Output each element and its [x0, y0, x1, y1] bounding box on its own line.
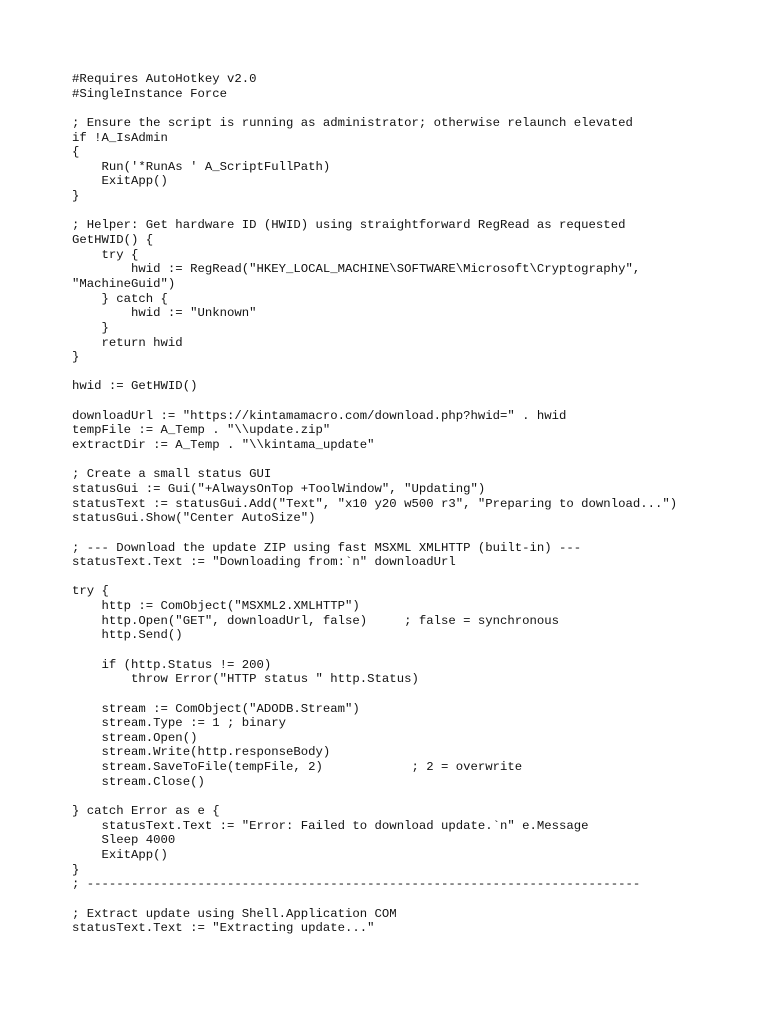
code-line: throw Error("HTTP status " http.Status): [72, 672, 419, 687]
code-line: statusText := statusGui.Add("Text", "x10 y20 w500 r3", "Preparing to download..."): [72, 496, 678, 511]
code-line: http.Open("GET", downloadUrl, false) ; false = synchronous: [72, 613, 560, 628]
code-line: }: [72, 320, 109, 335]
code-line: [72, 570, 752, 585]
code-line: ; Create a small status GUI: [72, 467, 272, 482]
code-line: ExitApp(): [72, 847, 168, 862]
code-line: extractDir := A_Temp . "\\kintama_update": [72, 438, 375, 453]
code-line: [72, 643, 752, 658]
code-line: http := ComObject("MSXML2.XMLHTTP"): [72, 599, 360, 614]
code-line: downloadUrl := "https://kintamamacro.com/download.php?hwid=" . hwid: [72, 408, 567, 423]
code-line: hwid := "Unknown": [72, 306, 257, 321]
code-line: }: [72, 350, 80, 365]
code-line: if !A_IsAdmin: [72, 130, 168, 145]
code-line: stream.SaveToFile(tempFile, 2) ; 2 = overwrite: [72, 760, 523, 775]
code-line: } catch Error as e {: [72, 804, 220, 819]
code-line: ; Helper: Get hardware ID (HWID) using straightforward RegRead as requested: [72, 218, 626, 233]
code-line: statusGui.Show("Center AutoSize"): [72, 511, 316, 526]
code-line: }: [72, 862, 80, 877]
code-line: http.Send(): [72, 628, 183, 643]
code-line: [72, 453, 752, 468]
code-line: stream.Open(): [72, 730, 198, 745]
code-line: [72, 687, 752, 702]
code-line: #Requires AutoHotkey v2.0: [72, 72, 257, 86]
code-line: stream.Write(http.responseBody): [72, 745, 331, 760]
code-line: [72, 204, 752, 219]
code-line: ; --- Download the update ZIP using fast MSXML XMLHTTP (built-in) ---: [72, 540, 582, 555]
code-line: statusText.Text := "Downloading from:`n" downloadUrl: [72, 555, 456, 570]
code-line: ; ---------------------------------------------------------------------------: [72, 877, 641, 892]
code-line: if (http.Status != 200): [72, 657, 272, 672]
code-listing: [72, 72, 752, 936]
code-line: #SingleInstance Force: [72, 86, 227, 101]
code-line: statusText.Text := "Error: Failed to download update.`n" e.Message: [72, 818, 589, 833]
code-line: [72, 101, 752, 116]
code-line: [72, 892, 752, 907]
code-line: Run('*RunAs ' A_ScriptFullPath): [72, 159, 331, 174]
code-line: stream := ComObject("ADODB.Stream"): [72, 701, 360, 716]
code-line: [72, 365, 752, 380]
code-line: Sleep 4000: [72, 833, 176, 848]
code-line: statusGui := Gui("+AlwaysOnTop +ToolWindow", "Updating"): [72, 481, 486, 496]
code-line: tempFile := A_Temp . "\\update.zip": [72, 423, 331, 438]
code-line: hwid := RegRead("HKEY_LOCAL_MACHINE\SOFTWARE\Microsoft\Cryptography",: [72, 262, 641, 277]
code-line: [72, 394, 752, 409]
code-line: statusText.Text := "Extracting update...": [72, 921, 375, 936]
code-line: ExitApp(): [72, 174, 168, 189]
code-line: return hwid: [72, 335, 183, 350]
code-line: try {: [72, 247, 139, 262]
code-line: hwid := GetHWID(): [72, 379, 198, 394]
code-line: [72, 526, 752, 541]
code-line: try {: [72, 584, 109, 599]
code-line: ; Ensure the script is running as administrator; otherwise relaunch elevated: [72, 115, 633, 130]
code-line: {: [72, 145, 80, 160]
code-line: ; Extract update using Shell.Application COM: [72, 906, 397, 921]
code-line: }: [72, 189, 80, 204]
code-line: stream.Close(): [72, 774, 205, 789]
code-line: } catch {: [72, 291, 168, 306]
code-line: [72, 789, 752, 804]
code-line: GetHWID() {: [72, 233, 154, 248]
code-line: stream.Type := 1 ; binary: [72, 716, 287, 731]
code-line: "MachineGuid"): [72, 276, 176, 291]
